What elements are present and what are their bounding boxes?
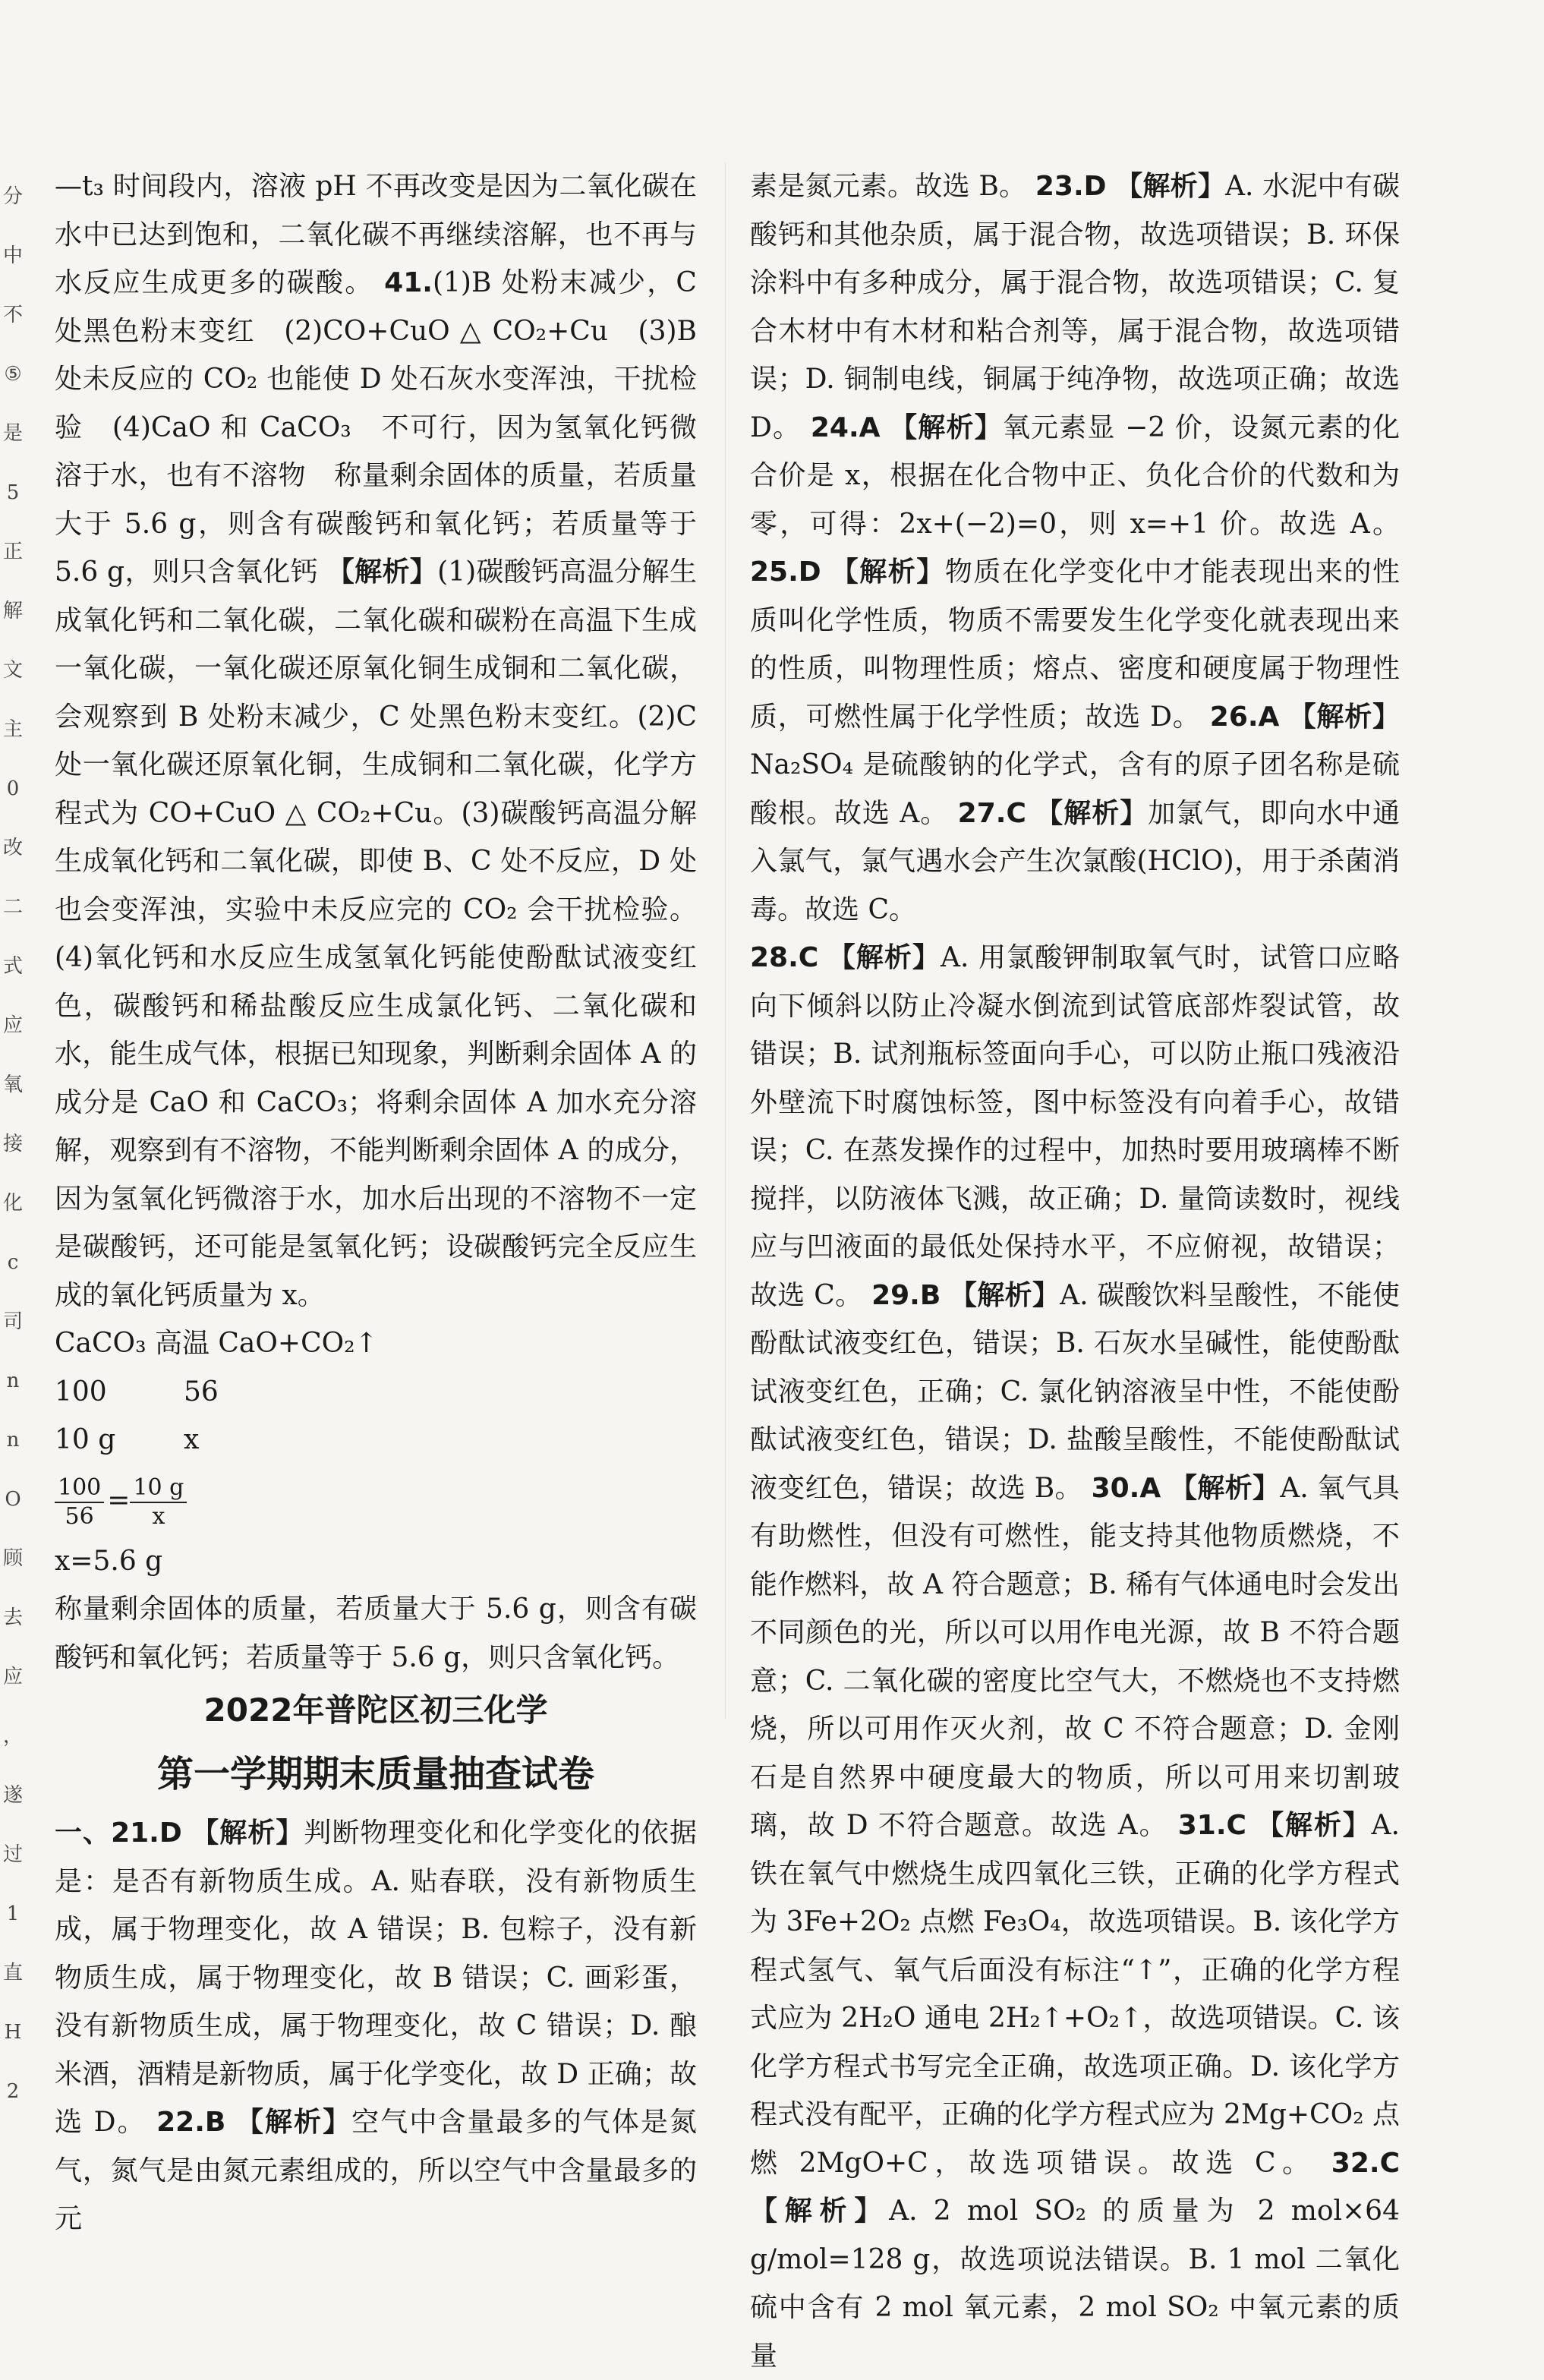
edge-char: 过 xyxy=(2,1843,23,1866)
left-margin-cropped-text xyxy=(0,167,26,2121)
q25-analysis: 物质在化学变化中才能表现出来的性质叫化学性质，物质不需要发生化学变化就表现出来的性质，叫物理性质；熔点、密度和硬度属于物理性质，可燃性属于化学性质；故选 D。 xyxy=(750,556,1400,733)
edge-char: 5 xyxy=(6,481,20,504)
q32-answer: C xyxy=(1379,2147,1400,2179)
edge-char: 氧 xyxy=(2,1073,23,1096)
edge-char: 0 xyxy=(6,777,20,800)
q23-number: 23. xyxy=(1035,171,1084,202)
section-heading-1: 2022年普陀区初三化学 xyxy=(203,1691,548,1729)
right-paragraph-2 xyxy=(750,934,1400,2380)
section-heading-2: 第一学期期末质量抽查试卷 xyxy=(156,1753,594,1795)
edge-char: 分 xyxy=(2,185,23,208)
calc-molar-row xyxy=(55,1368,697,1417)
edge-char: 中 xyxy=(2,244,23,267)
q26-answer: A xyxy=(1258,701,1280,733)
q31-number: 31. xyxy=(1177,1810,1227,1841)
q23-analysis: A. 水泥中有碳酸钙和其他杂质，属于混合物，故选项错误；B. 环保涂料中有多种成分，属于混合物，故选项错误；C. 复合木材中有木材和粘合剂等，属于混合物，故选项错误；D. 铜制电线，铜属于纯净物，故选项正确；故选 D。 xyxy=(750,171,1400,443)
q22-continuation: 素是氮元素。故选 B。 xyxy=(750,171,1027,202)
edge-char: 2 xyxy=(6,2080,20,2103)
q30-number: 30. xyxy=(1091,1472,1140,1504)
q21-analysis: 判断物理变化和化学变化的依据是：是否有新物质生成。A. 贴春联，没有新物质生成，属于物理变化，故 A 错误；B. 包粽子，没有新物质生成，属于物理变化，故 B 错误；C. 画彩蛋，没有新物质生成，属于物理变化，故 C 错误；D. 酿米酒，酒精是新物质，属于化学变化，故 D 正确；故选 D。 xyxy=(55,1817,697,2138)
calc-proportion xyxy=(55,1464,697,1537)
q41-analysis-tag: 【解析】 xyxy=(326,556,438,588)
q41-answer: (1)B 处粉末减少，C 处黑色粉末变红 (2)CO+CuO △ CO₂+Cu (3)B 处未反应的 CO₂ 也能使 D 处石灰水变浑浊，干扰检验 (4)CaO 和 CaCO₃ 不可行，因为氢氧化钙微溶于水，也有不溶物 称量剩余固体的质量，若质量大于 5.6 g，则含有碳酸钙和氧化钙；若质量等于 5.6 g，则只含氧化钙 xyxy=(55,267,697,588)
q25-number: 25. xyxy=(750,556,799,588)
edge-char: ⑤ xyxy=(4,363,22,386)
edge-char: 1 xyxy=(6,1902,20,1925)
conclusion: 称量剩余固体的质量，若质量大于 5.6 g，则含有碳酸钙和氧化钙；若质量等于 5.6 g，则只含氧化钙。 xyxy=(55,1593,697,1673)
edge-char: 直 xyxy=(2,1962,23,1984)
edge-char: 解 xyxy=(2,600,23,623)
calc-m2: 56 xyxy=(184,1376,219,1408)
q32-number: 32. xyxy=(1331,2147,1380,2179)
q27-number: 27. xyxy=(957,797,1007,829)
q24-number: 24. xyxy=(810,411,859,443)
q29-analysis: A. 碳酸饮料呈酸性，不能使酚酞试液变红色，错误；B. 石灰水呈碱性，能使酚酞试液变红色，正确；C. 氯化钠溶液呈中性，不能使酚酞试液变红色，错误；D. 盐酸呈酸性，不能使酚酞试液变红色，错误；故选 B。 xyxy=(750,1279,1400,1504)
q32-analysis-tag: 【解析】 xyxy=(750,2196,890,2227)
q29-answer: B xyxy=(919,1279,941,1311)
calc-result: x=5.6 g xyxy=(55,1545,163,1577)
edge-char: 顾 xyxy=(2,1547,23,1570)
edge-char: n xyxy=(6,1429,20,1452)
q28-answer: C xyxy=(798,942,819,973)
q30-analysis-tag: 【解析】 xyxy=(1169,1472,1281,1504)
calculation-block xyxy=(55,1319,697,1585)
q22-analysis: 空气中含量最多的气体是氮气，氮气是由氮元素组成的，所以空气中含量最多的元 xyxy=(55,2107,697,2234)
edge-char: 去 xyxy=(2,1606,23,1629)
q27-answer: C xyxy=(1006,797,1026,829)
fraction-right-numerator: 10 g xyxy=(130,1474,187,1503)
fraction-right xyxy=(130,1474,187,1530)
edge-char: 司 xyxy=(2,1310,23,1333)
q27-analysis: 加氯气，即向水中通入氯气，氯气遇水会产生次氯酸(HClO)，用于杀菌消毒。故选 C。 xyxy=(750,797,1400,925)
left-paragraph-2 xyxy=(55,1809,697,2243)
edge-char: 改 xyxy=(2,837,23,859)
calc-v2: x xyxy=(184,1424,200,1455)
q41-analysis: (1)碳酸钙高温分解生成氧化钙和二氧化碳，二氧化碳和碳粉在高温下生成一氧化碳，一氧化碳还原氧化铜生成铜和二氧化碳，会观察到 B 处粉末减少，C 处黑色粉末变红。(2)C 处一氧化碳还原氧化铜，生成铜和二氧化碳，化学方程式为 CO+CuO △ CO₂+Cu。(3)碳酸钙高温分解生成氧化钙和二氧化碳，即使 B、C 处不反应，D 处也会变浑浊，实验中未反应完的 CO₂ 会干扰检验。(4)氧化钙和水反应生成氢氧化钙能使酚酞试液变红色，碳酸钙和稀盐酸反应生成氯化钙、二氧化碳和水，能生成气体，根据已知现象，判断剩余固体 A 的成分是 CaO 和 CaCO₃；将剩余固体 A 加水充分溶解，观察到有不溶物，不能判断剩余固体 A 的成分，因为氢氧化钙微溶于水，加水后出现的不溶物不一定是碳酸钙，还可能是氢氧化钙；设碳酸钙完全反应生成的氧化钙质量为 x。 xyxy=(55,556,697,1311)
q31-answer: C xyxy=(1226,1810,1246,1841)
q21-analysis-tag: 【解析】 xyxy=(191,1817,304,1849)
edge-char: 接 xyxy=(2,1133,23,1155)
edge-char: ， xyxy=(2,1725,23,1748)
right-paragraph-1 xyxy=(750,162,1400,934)
edge-char: 是 xyxy=(2,422,23,445)
edge-char: O xyxy=(5,1488,21,1511)
q28-analysis: A. 用氯酸钾制取氧气时，试管口应略向下倾斜以防止冷凝水倒流到试管底部炸裂试管，故错误；B. 试剂瓶标签面向手心，可以防止瓶口残液沿外壁流下时腐蚀标签，图中标签没有向着手心，故错误；C. 在蒸发操作的过程中，加热时要用玻璃棒不断搅拌，以防液体飞溅，故正确；D. 量筒读数时，视线应与凹液面的最低处保持水平，不应俯视，故错误；故选 C。 xyxy=(750,942,1400,1311)
edge-char: 式 xyxy=(2,955,23,978)
edge-char: H xyxy=(4,2021,22,2044)
fraction-left xyxy=(55,1474,104,1530)
q24-answer: A xyxy=(859,411,881,443)
q23-answer: D xyxy=(1083,171,1107,202)
edge-char: 文 xyxy=(2,659,23,682)
q30-answer: A xyxy=(1139,1472,1161,1504)
q22-number: 22. xyxy=(156,2107,205,2138)
q40-continuation: —t₃ 时间段内，溶液 pH 不再改变是因为二氧化碳在水中已达到饱和，二氧化碳不再继续溶解，也不再与水反应生成更多的碳酸。 xyxy=(55,171,697,298)
q21-answer: D xyxy=(159,1817,182,1849)
q25-answer: D xyxy=(798,556,821,588)
q23-analysis-tag: 【解析】 xyxy=(1115,171,1226,202)
left-column xyxy=(55,162,697,2243)
column-divider xyxy=(725,162,726,1719)
edge-char: 化 xyxy=(2,1192,23,1215)
calc-m1: 100 xyxy=(55,1376,107,1408)
q25-analysis-tag: 【解析】 xyxy=(830,556,945,588)
edge-char: 正 xyxy=(2,541,23,563)
q31-analysis: A. 铁在氧气中燃烧生成四氧化三铁，正确的化学方程式为 3Fe+2O₂ 点燃 Fe₃O₄，故选项错误。B. 该化学方程式氢气、氧气后面没有标注“↑”，正确的化学方程式应为 2H₂O 通电 2H₂↑+O₂↑，故选项错误。C. 该化学方程式书写完全正确，故选项正确。D. 该化学方程式没有配平，正确的化学方程式应为 2Mg+CO₂ 点燃 2MgO+C，故选项错误。故选 C。 xyxy=(750,1810,1400,2179)
q26-number: 26. xyxy=(1209,701,1259,733)
q30-analysis: A. 氧气具有助燃性，但没有可燃性，能支持其他物质燃烧，不能作燃料，故 A 符合题意；B. 稀有气体通电时会发出不同颜色的光，所以可以用作电光源，故 B 不符合题意；C. 二氧化碳的密度比空气大，不燃烧也不支持燃烧，所以可用作灭火剂，故 C 不符合题意；D. 金刚石是自然界中硬度最大的物质，所以可用来切割玻璃，故 D 不符合题意。故选 A。 xyxy=(750,1472,1400,1841)
edge-char: 应 xyxy=(2,1666,23,1688)
calc-v1: 10 g xyxy=(55,1424,116,1455)
fraction-left-denominator: 56 xyxy=(65,1502,94,1530)
q29-analysis-tag: 【解析】 xyxy=(950,1279,1060,1311)
q22-analysis-tag: 【解析】 xyxy=(235,2107,352,2138)
q24-analysis: 氧元素显 −2 价，设氮元素的化合价是 x，根据在化合物中正、负化合价的代数和为零，可得：2x+(−2)=0，则 x=+1 价。故选 A。 xyxy=(750,411,1400,540)
fraction-equals: = xyxy=(107,1484,131,1516)
edge-char: c xyxy=(7,1251,19,1274)
q22-answer: B xyxy=(204,2107,226,2138)
q24-analysis-tag: 【解析】 xyxy=(890,411,1003,443)
q28-analysis-tag: 【解析】 xyxy=(827,942,941,973)
edge-char: 主 xyxy=(2,718,23,741)
q29-number: 29. xyxy=(871,1279,920,1311)
q21-number: 一、21. xyxy=(55,1817,159,1849)
q26-analysis: Na₂SO₄ 是硫酸钠的化学式，含有的原子团名称是硫酸根。故选 A。 xyxy=(750,749,1400,829)
q26-analysis-tag: 【解析】 xyxy=(1288,701,1400,733)
fraction-left-numerator: 100 xyxy=(55,1474,104,1503)
edge-char: n xyxy=(6,1370,20,1392)
edge-char: 应 xyxy=(2,1014,23,1037)
edge-char: 遂 xyxy=(2,1784,23,1807)
q28-number: 28. xyxy=(750,942,799,973)
edge-char: 不 xyxy=(2,304,23,326)
right-column xyxy=(750,162,1400,2380)
q41-number: 41. xyxy=(384,267,433,298)
edge-char: 二 xyxy=(2,896,23,919)
left-paragraph-1 xyxy=(55,162,697,1319)
q27-analysis-tag: 【解析】 xyxy=(1035,797,1149,829)
q31-analysis-tag: 【解析】 xyxy=(1256,1810,1372,1841)
q32-analysis: A. 2 mol SO₂ 的质量为 2 mol×64 g/mol=128 g，故选项说法错误。B. 1 mol 二氧化硫中含有 2 mol 氧元素，2 mol SO₂ 中氧元素的质量 xyxy=(750,2196,1400,2372)
fraction-right-denominator: x xyxy=(152,1502,165,1530)
calc-equation: CaCO₃ 高温 CaO+CO₂↑ xyxy=(55,1328,378,1359)
calc-value-row xyxy=(55,1416,697,1464)
